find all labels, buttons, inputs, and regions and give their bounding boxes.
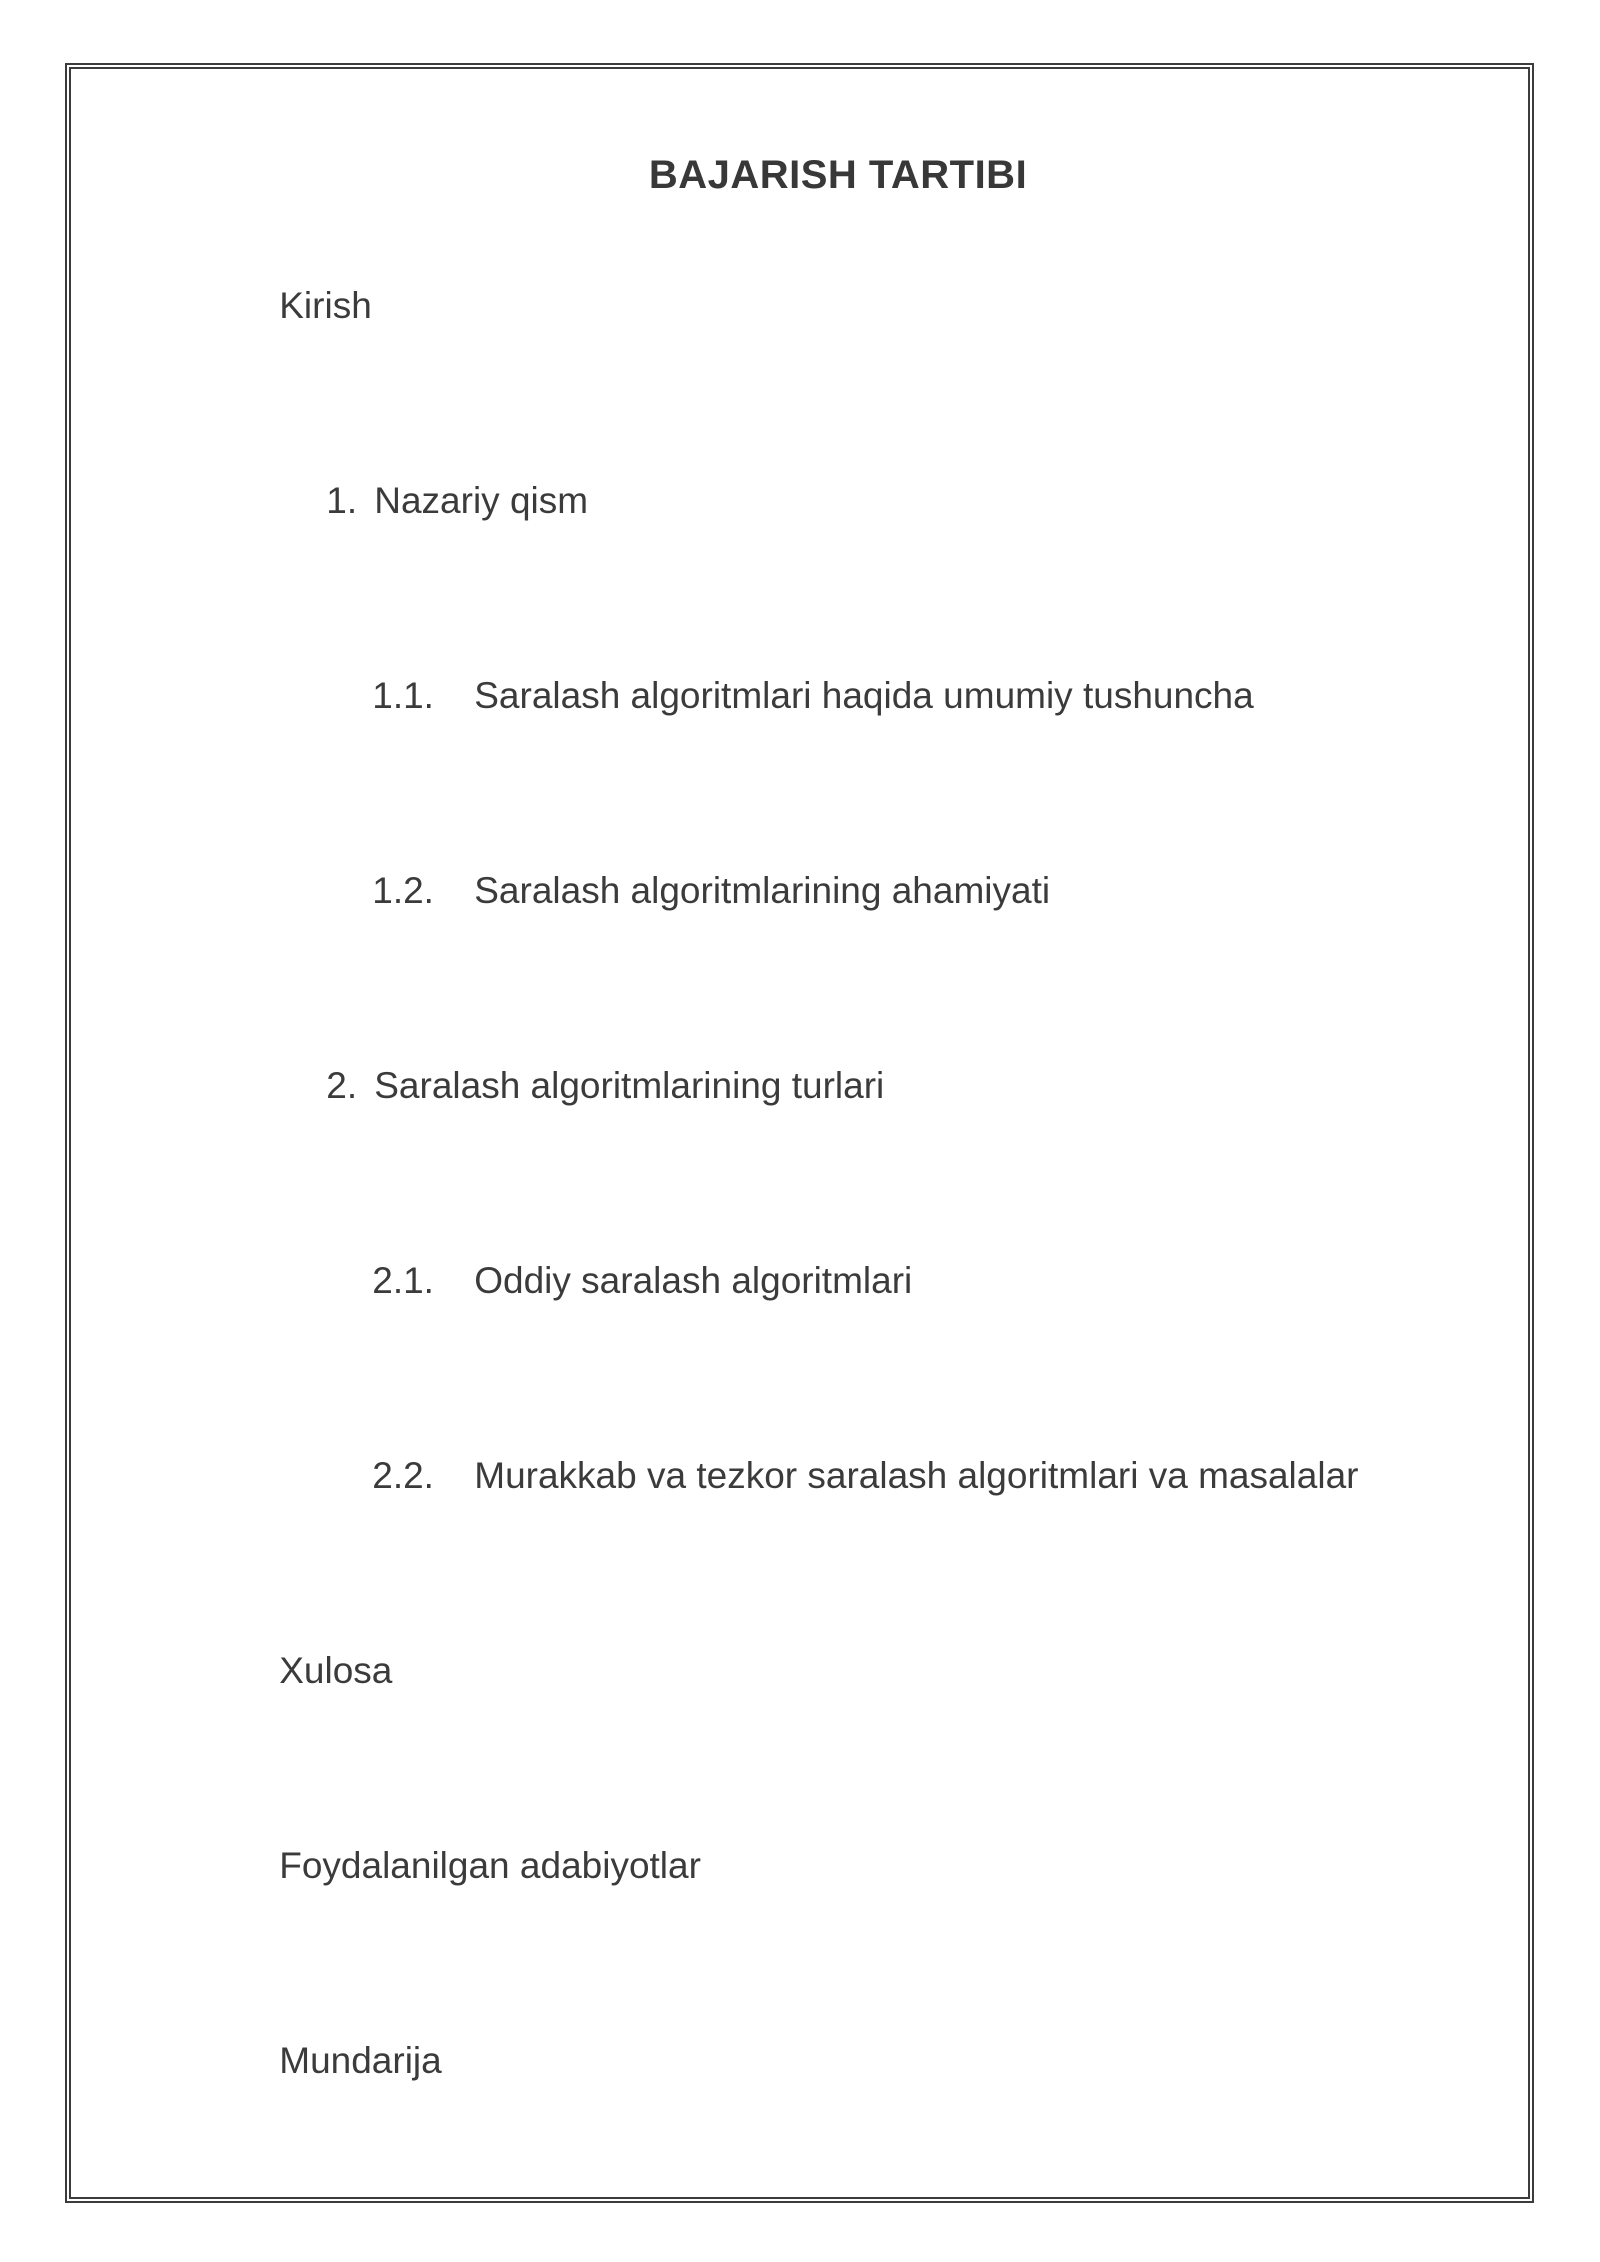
- outline-item-1-2: [73, 793, 1526, 988]
- outline-item-xulosa: [73, 1573, 1526, 1768]
- outline-item-number: 2.2.: [372, 1455, 434, 1496]
- outline-item-label: Mundarija: [279, 2040, 442, 2081]
- outline-item-label: Kirish: [279, 285, 372, 326]
- document-title: BAJARISH TARTIBI: [648, 153, 1028, 197]
- outline-item-mundarija: [73, 1963, 1526, 2158]
- outline-item-number: 2.1.: [372, 1260, 434, 1301]
- outline-item-kirish: [73, 208, 1526, 403]
- outline-item-label: Foydalanilgan adabiyotlar: [279, 1845, 701, 1886]
- outline-item-number: 1.2.: [372, 870, 434, 911]
- page-border-frame: [65, 63, 1534, 2203]
- outline-item-2: [73, 988, 1526, 1183]
- outline-item-label: Murakkab va tezkor saralash algoritmlari va masalalar: [474, 1455, 1359, 1496]
- outline-item-label: Saralash algoritmlarining ahamiyati: [474, 870, 1051, 911]
- page-content: [73, 71, 1526, 2195]
- outline-item-number: 2.: [326, 1065, 358, 1106]
- outline-item-number: 1.1.: [372, 675, 434, 716]
- outline-item-adabiyotlar: [73, 1768, 1526, 1963]
- outline-item-label: Oddiy saralash algoritmlari: [474, 1260, 913, 1301]
- outline-item-1-1: [73, 598, 1526, 793]
- outline-item-label: Saralash algoritmlarining turlari: [374, 1065, 885, 1106]
- outline-item-2-2: [73, 1378, 1526, 1573]
- outline-item-label: Nazariy qism: [374, 480, 589, 521]
- outline-item-2-1: [73, 1183, 1526, 1378]
- outline-item-1: [73, 403, 1526, 598]
- outline-item-number: 1.: [326, 480, 358, 521]
- outline-item-label: Saralash algoritmlari haqida umumiy tushuncha: [474, 675, 1254, 716]
- outline-item-label: Xulosa: [279, 1650, 393, 1691]
- outline-list: [73, 208, 1526, 2158]
